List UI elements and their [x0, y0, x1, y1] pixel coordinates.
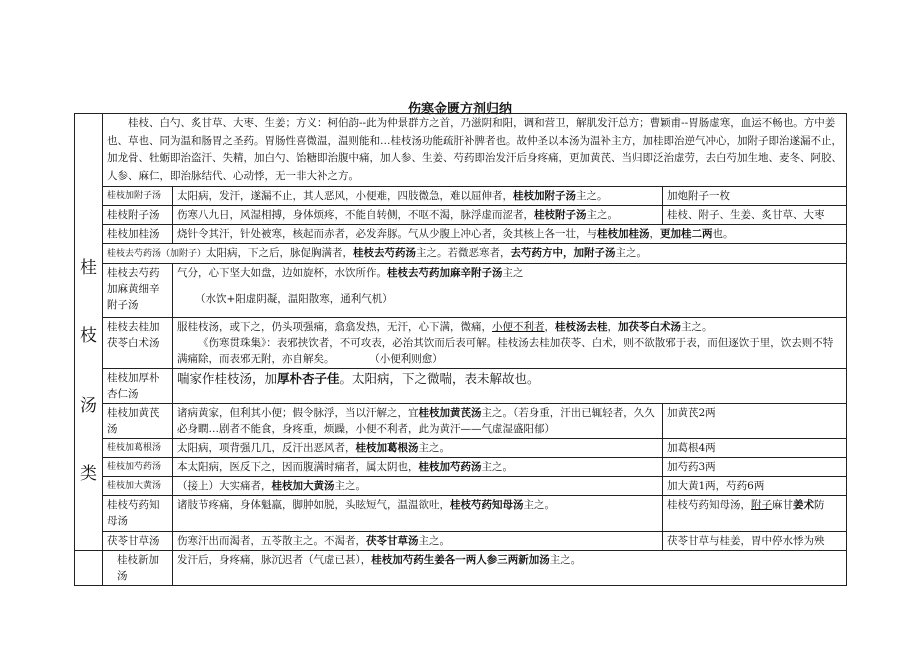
intro-text: 桂枝、白勺、炙甘草、大枣、生姜；方义：柯伯韵--此为仲景群方之首，乃滋阴和阳，调和营卫，解肌发汗总方；曹颖甫--胃肠虚寒，血运不畅也。方中姜也、草也、同为温和肠胃之圣药。胃肠性喜微温，温则能和…桂枝汤功能疏肝补脾者也。故仲圣以本汤为温补主方，加桂即治逆气冲心，加附子即治遂漏不止，加龙骨、牡蛎即治盗汗、失精，加白勺、饴糖即治腹中痛，加人参、生姜、芍药即治发汗后身疼痛，更加黄芪、当归即泛治虚劳，去白芍加生地、麦冬、阿胶、人参、麻仁，即治脉结代、心动悸，无一非大补之方。 — [103, 114, 847, 187]
formula-name: 桂枝加大黄汤 — [103, 477, 173, 496]
formula-note: 茯苓甘草与桂姜，胃中停水悸为殃 — [663, 532, 847, 551]
formula-text: 发汗后，身疼痛，脉沉迟者（气虚已甚），桂枝加芍药生姜各一两人参三两新加汤主之。 — [173, 551, 847, 586]
page-title: 伤寒金匮方剂归纳 — [407, 102, 512, 117]
table-row — [75, 244, 847, 264]
table-row — [75, 458, 847, 477]
formula-text: （接上）大实痛者，桂枝加大黄汤主之。 — [173, 477, 663, 496]
spacer-cell — [75, 551, 103, 586]
formula-text: 诸肢节疼痛，身体魁羸，脚肿如脱，头眩短气，温温欲吐，桂枝芍药知母汤主之。 — [173, 496, 663, 532]
formula-name: 桂枝去桂加茯苓白术汤 — [103, 318, 173, 369]
formula-text: 伤寒八九日，风湿相搏，身体烦疼，不能自转侧，不呕不渴，脉浮虚而涩者，桂枝附子汤主之。 — [173, 206, 663, 225]
formula-name: 桂枝加葛根汤 — [103, 439, 173, 458]
table-row — [75, 532, 847, 551]
formula-name: 桂枝去芍药汤（加附子） — [107, 249, 207, 259]
formula-text: 伤寒汗出而渴者，五苓散主之。不渴者，茯苓甘草汤主之。 — [173, 532, 663, 551]
table-row — [75, 477, 847, 496]
formula-text: 喘家作桂枝汤，加厚朴杏子佳。太阳病，下之微喘，表未解故也。 — [173, 369, 847, 404]
formula-text: 太阳病，发汗，遂漏不止，其人恶风，小便难，四肢微急，难以屈伸者，桂枝加附子汤主之。 — [173, 187, 663, 206]
table-row — [75, 225, 847, 244]
table-row — [75, 187, 847, 206]
formula-note: 加葛根4两 — [663, 439, 847, 458]
table-row — [75, 404, 847, 439]
formula-name: 桂枝加芍药汤 — [103, 458, 173, 477]
formula-text: 桂枝去芍药汤（加附子）太阳病，下之后，脉促胸满者，桂枝去芍药汤主之。若微恶寒者，去芍药方中，加附子汤主之。 — [103, 244, 847, 264]
category-char: 汤 — [80, 396, 97, 416]
table-row — [75, 439, 847, 458]
formula-name: 茯苓甘草汤 — [103, 532, 173, 551]
table-row — [75, 318, 847, 369]
formula-note: 加大黄1两，芍药6两 — [663, 477, 847, 496]
category-char: 桂 — [80, 258, 97, 278]
table-row — [75, 206, 847, 225]
category-label — [75, 114, 103, 551]
formula-note: 桂枝芍药知母汤，附子麻甘姜术防 — [663, 496, 847, 532]
formula-name: 桂枝芍药知母汤 — [103, 496, 173, 532]
formula-name: 桂枝附子汤 — [103, 206, 173, 225]
formula-note: 加炮附子一枚 — [663, 187, 847, 206]
formula-text: 太阳病，项背强几几，反汗出恶风者，桂枝加葛根汤主之。 — [173, 439, 663, 458]
intro-row — [75, 114, 847, 187]
category-char: 类 — [80, 464, 97, 484]
formula-text: 服桂枝汤，或下之，仍头项强痛，翕翕发热，无汗，心下满，微痛，小便不利者，桂枝汤去桂，加茯苓白术汤主之。 《伤寒贯珠集》：表邪挟饮者，不可攻表，必治其饮而后表可解。桂枝汤去桂加茯苓、白术，则不欲散邪于表，而但逐饮于里，饮去则不特满痛除，而表邪无附，亦自解矣。 （小便利则愈） — [173, 318, 847, 369]
formula-name: 桂枝加桂汤 — [103, 225, 173, 244]
formula-text: 诸病黄家，但利其小便；假令脉浮，当以汗解之，宜桂枝加黄芪汤主之。（若身重，汗出已辄轻者，久久必身瞤…剧者不能食，身疼重，烦躁，小便不利者，此为黄汗——气虚湿盛阳郁） — [173, 404, 663, 439]
formula-name: 桂枝加黄芪汤 — [103, 404, 173, 439]
formula-text: 烧针令其汗，针处被寒，核起而赤者，必发奔豚。气从少腹上冲心者，灸其核上各一壮，与桂枝加桂汤，更加桂二两也。 — [173, 225, 847, 244]
formula-name: 桂枝新加汤 — [103, 551, 173, 586]
formula-name: 桂枝加厚朴杏仁汤 — [103, 369, 173, 404]
formula-note: 加黄芪2两 — [663, 404, 847, 439]
formula-text: 气分，心下坚大如盘，边如旋杯，水饮所作。桂枝去芍药加麻辛附子汤主之 （水饮+阳虚阴凝，温阳散寒，通利气机） — [173, 264, 847, 318]
formula-note: 桂枝、附子、生姜、炙甘草、大枣 — [663, 206, 847, 225]
table-row — [75, 551, 847, 586]
formula-note: 加芍药3两 — [663, 458, 847, 477]
table-row — [75, 496, 847, 532]
table-row — [75, 264, 847, 318]
category-char: 枝 — [80, 326, 97, 346]
formula-text: 本太阳病，医反下之，因而腹满时痛者，属太阴也，桂枝加芍药汤主之。 — [173, 458, 663, 477]
formula-name: 桂枝加附子汤 — [103, 187, 173, 206]
formula-table — [74, 113, 847, 586]
formula-name: 桂枝去芍药加麻黄细辛附子汤 — [103, 264, 173, 318]
table-row — [75, 369, 847, 404]
